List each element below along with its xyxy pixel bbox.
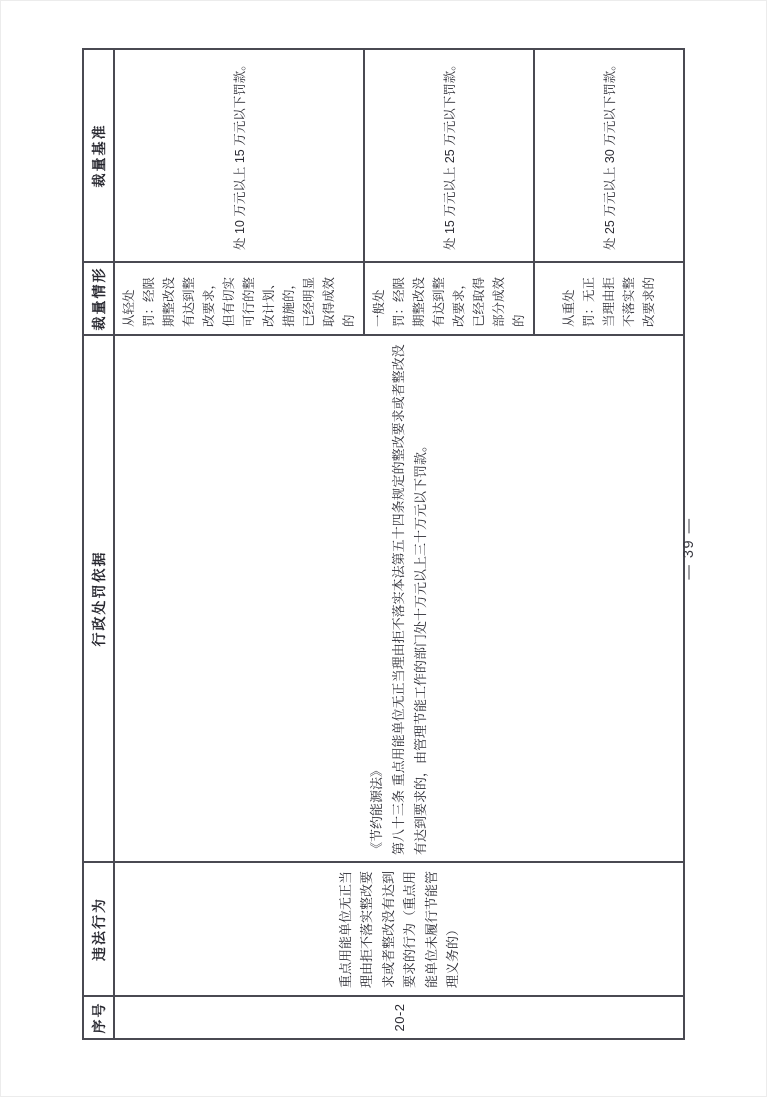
header-legal-basis: 行政处罚依据: [83, 335, 114, 862]
standard-severe-cell: 处 25 万元以上 30 万元以下罚款。: [534, 49, 684, 262]
header-violation: 违法行为: [83, 862, 114, 996]
standard-lenient-cell: 处 10 万元以上 15 万元以下罚款。: [114, 49, 364, 262]
row-number-cell: 20-2: [114, 996, 684, 1039]
page-number: — 39 —: [681, 517, 697, 580]
situation-lenient-cell: 从轻处罚：经限期整改没有达到整改要求，但有切实可行的整改计划、措施的，已经明显取得成效的: [114, 262, 364, 335]
penalty-table: [82, 48, 685, 1040]
header-number: 序号: [83, 996, 114, 1039]
situation-general-cell: 一般处罚：经限期整改没有达到整改要求，已经取得部分成效的: [364, 262, 534, 335]
table-header-row: [83, 49, 114, 1039]
table-row: [114, 49, 364, 1039]
situation-severe-cell: 从重处罚：无正当理由拒不落实整改要求的: [534, 262, 684, 335]
standard-general-cell: 处 15 万元以上 25 万元以下罚款。: [364, 49, 534, 262]
legal-basis-title: 《节约能源法》: [369, 763, 384, 855]
legal-basis-body: 第八十三条 重点用能单位无正当理由拒不落实本法第五十四条规定的整改要求或者整改没有达到要求的，由管理节能工作的部门处十万元以上三十万元以下罚款。: [391, 344, 428, 855]
violation-cell: 重点用能单位无正当理由拒不落实整改要求或者整改没有达到要求的行为（重点用能单位未履行节能管理义务的）: [114, 862, 684, 996]
header-discretion-situation: 裁量情形: [83, 262, 114, 335]
legal-basis-cell: [114, 335, 684, 862]
header-discretion-standard: 裁量基准: [83, 49, 114, 262]
